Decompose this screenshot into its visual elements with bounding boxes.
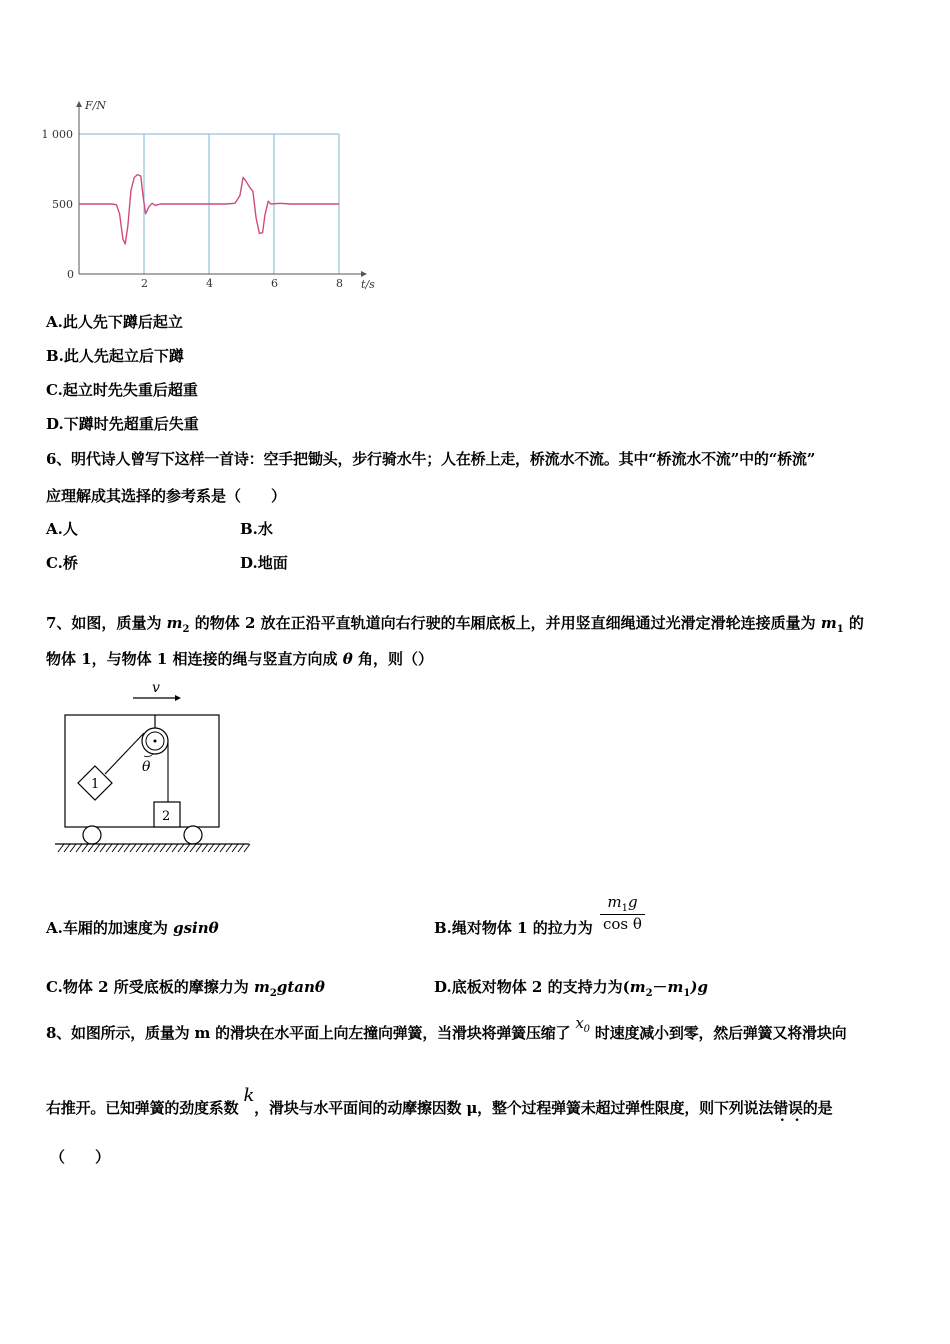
q7-option-d: D.底板对物体 2 的支持力为$(m_2-m_1)g$	[434, 978, 708, 999]
ground-hatch-line	[166, 844, 172, 852]
ground-hatch-line	[202, 844, 208, 852]
q7-option-a: A.车厢的加速度为 gsinθ	[46, 919, 219, 937]
ground-hatch-line	[196, 844, 202, 852]
ground-hatch-line	[112, 844, 118, 852]
q5-option-d: D.下蹲时先超重后失重	[46, 415, 199, 433]
ground-hatch-line	[118, 844, 124, 852]
q8-answer-paren: （ ）	[50, 1148, 111, 1166]
x-tick-label: 6	[271, 277, 278, 290]
ground-hatch-line	[184, 844, 190, 852]
ground-hatch-line	[142, 844, 148, 852]
wheel-right	[184, 826, 202, 844]
ground-hatch-line	[58, 844, 64, 852]
y-tick-label: 1 000	[41, 128, 73, 141]
ground-hatch-line	[76, 844, 82, 852]
x-axis-label: t/s	[361, 278, 375, 291]
object-1-label: 1	[91, 777, 100, 792]
ground-hatch-line	[226, 844, 232, 852]
theta-label: θ	[142, 759, 151, 775]
ground-hatch-line	[232, 844, 238, 852]
ground-hatch-line	[190, 844, 196, 852]
q7-option-b: B.绳对物体 1 的拉力为	[434, 919, 593, 937]
ground-hatch-line	[70, 844, 76, 852]
q6-stem-line2: 应理解成其选择的参考系是（ ）	[46, 487, 287, 505]
ground-hatch-line	[178, 844, 184, 852]
ground-hatch-line	[88, 844, 94, 852]
q7-option-c: C.物体 2 所受底板的摩擦力为 $m_2gtan\theta$	[46, 978, 325, 999]
ground-hatch-line	[64, 844, 70, 852]
q7-option-b-fraction: $\frac{m_1g}{\text{cos θ}}$	[600, 893, 645, 933]
y-axis-label: F/N	[85, 99, 106, 112]
ground-hatch-line	[208, 844, 214, 852]
q5-option-c: C.起立时先失重后超重	[46, 381, 198, 399]
origin-label: 0	[67, 268, 74, 281]
ground-hatch-line	[238, 844, 244, 852]
ground-hatch-line	[220, 844, 226, 852]
ground-hatch-line	[100, 844, 106, 852]
ground-hatch-line	[94, 844, 100, 852]
object-2-label: 2	[162, 809, 171, 824]
velocity-label: v	[152, 680, 160, 696]
y-tick-label: 500	[52, 198, 73, 211]
ground-hatch-line	[82, 844, 88, 852]
q5-option-a: A.此人先下蹲后起立	[46, 313, 183, 331]
ground-hatch-line	[154, 844, 160, 852]
force-time-chart	[36, 95, 386, 295]
y-axis-arrow	[76, 101, 82, 107]
ground-hatch-line	[172, 844, 178, 852]
ground-hatch-line	[130, 844, 136, 852]
cart-pulley-figure	[50, 678, 260, 858]
q6-stem-line1: 6、明代诗人曾写下这样一首诗：空手把锄头，步行骑水牛；人在桥上走，桥流水不流。其中“桥流水不流”中的“桥流”	[46, 450, 816, 468]
ground-hatch-line	[136, 844, 142, 852]
string-to-box-1	[105, 733, 144, 774]
x-tick-label: 4	[206, 277, 213, 290]
wheel-left	[83, 826, 101, 844]
q5-option-b: B.此人先起立后下蹲	[46, 347, 184, 365]
q6-option-d: D.地面	[240, 554, 288, 572]
q6-option-b: B.水	[240, 520, 273, 538]
x-tick-label: 2	[141, 277, 148, 290]
ground-hatch-line	[244, 844, 250, 852]
ground-hatch-line	[124, 844, 130, 852]
x-axis-arrow	[361, 271, 367, 277]
q8-stem-line2: 右推开。已知弹簧的劲度系数 k，滑块与水平面间的动摩擦因数 μ，整个过程弹簧未超过弹性限度，则下列说法错误的是	[46, 1085, 833, 1117]
q8-stem-line1: 8、如图所示，质量为 m 的滑块在水平面上向左撞向弹簧，当滑块将弹簧压缩了 $x_0$ 时速度减小到零，然后弹簧又将滑块向	[46, 1014, 847, 1042]
q7-stem-line1: 7、如图，质量为 $m_2$ 的物体 2 放在正沿平直轨道向右行驶的车厢底板上，并用竖直细绳通过光滑定滑轮连接质量为 $m_1$ 的	[46, 614, 864, 635]
q7-stem-line2: 物体 1，与物体 1 相连接的绳与竖直方向成 θ 角，则（）	[46, 650, 434, 668]
ground-hatch-line	[148, 844, 154, 852]
ground-hatch-line	[160, 844, 166, 852]
ground-hatch-line	[214, 844, 220, 852]
q6-option-c: C.桥	[46, 554, 78, 572]
ground-hatch-line	[106, 844, 112, 852]
x-tick-label: 8	[336, 277, 343, 290]
q6-option-a: A.人	[46, 520, 78, 538]
